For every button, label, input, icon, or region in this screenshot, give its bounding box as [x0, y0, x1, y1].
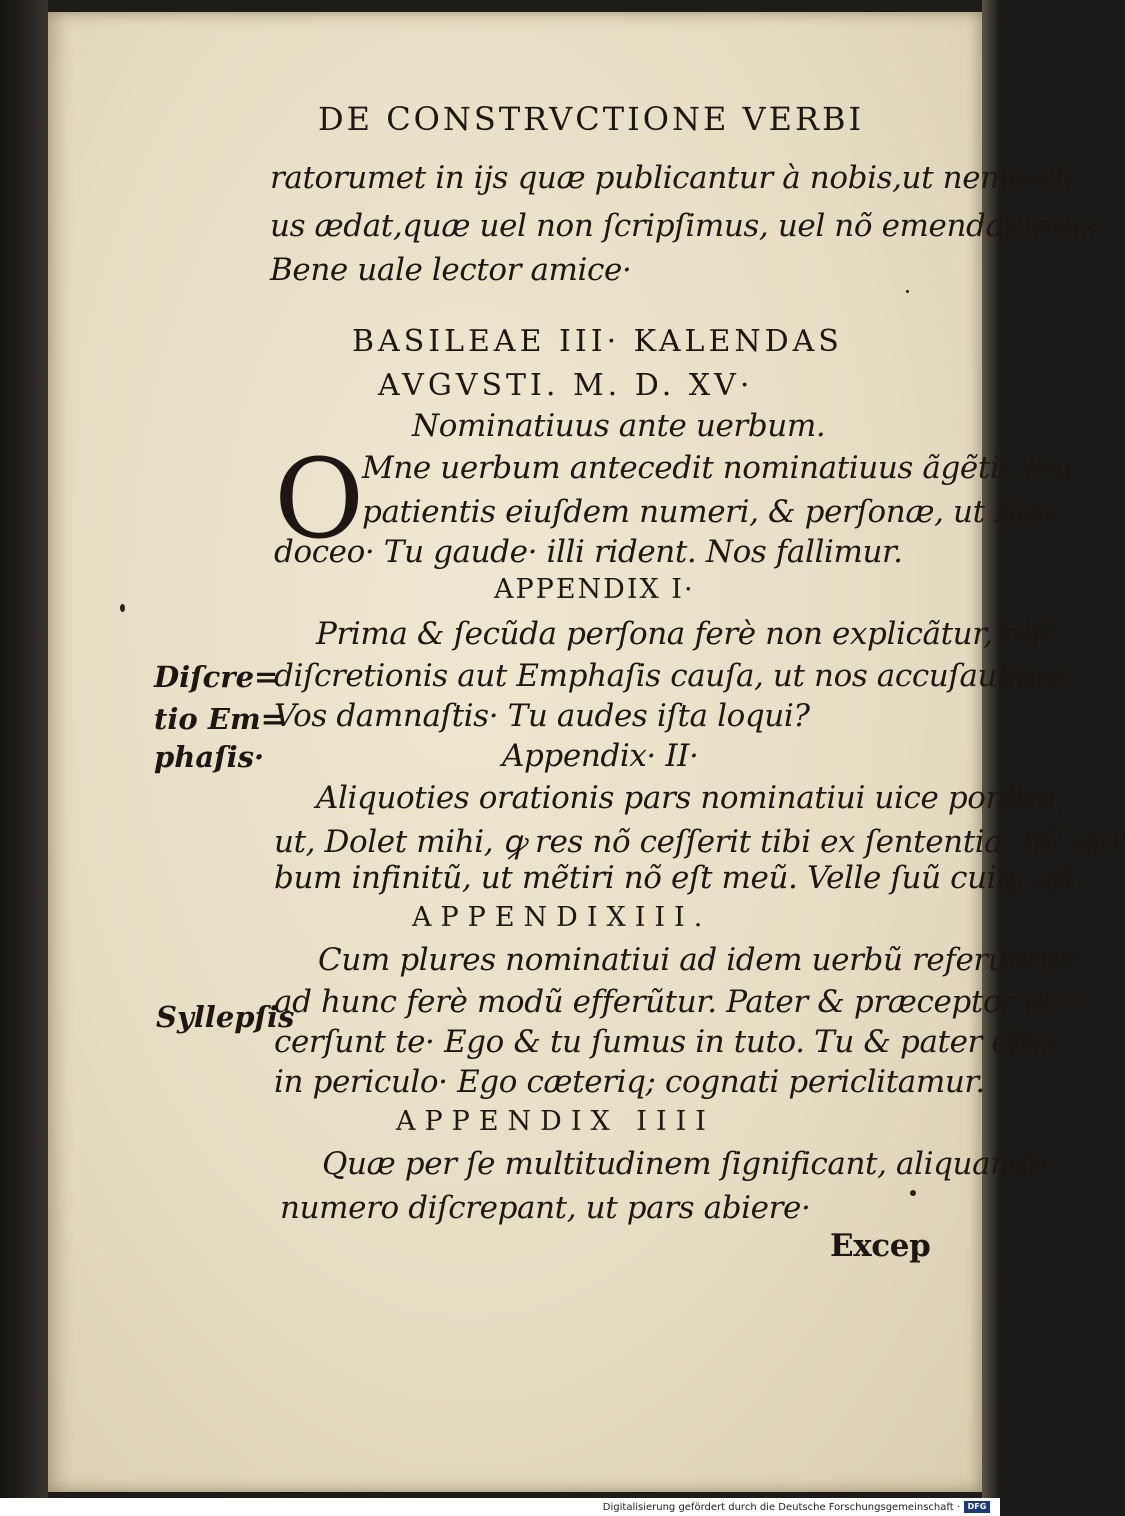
colophon-line: AVGVSTI. M. D. XV·: [378, 368, 754, 403]
ink-speck: [910, 1190, 916, 1196]
text-line: Quæ per ſe multitudinem ſignificant, aliquando: [322, 1146, 1048, 1182]
text-line: cerſunt te· Ego & tu ſumus in tuto. Tu & pater eſtis: [274, 1024, 1058, 1060]
colophon-line: BASILEAE III· KALENDAS: [352, 324, 843, 359]
text-line: ad hunc ferè modũ efferũtur. Pater & præceptor ac=: [274, 984, 1086, 1020]
text-line: ut, Dolet mihi, ꝙ res nõ ceſſerit tibi ex ſententia· Itẽ uer: [274, 824, 1125, 860]
text-line: diſcretionis aut Emphaſis cauſa, ut nos accuſauimus.: [274, 658, 1081, 694]
appendix-heading: APPENDIX IIII: [396, 1106, 715, 1137]
text-line: Mne uerbum antecedit nominatiuus ãgẽtis ſeu: [362, 450, 1073, 486]
running-title: DE CONSTRVCTIONE VERBI: [318, 100, 865, 138]
text-line: numero diſcrepant, ut pars abiere·: [280, 1190, 811, 1226]
ink-speck: [120, 604, 125, 612]
margin-note: tio Em=: [154, 702, 285, 736]
text-line: Prima & ſecũda perſona ferè non explicãtur, niſi: [316, 616, 1052, 652]
text-line: patientis eiuſdem numeri, & perſonæ, ut Ego: [362, 494, 1055, 530]
text-line: Bene uale lector amice·: [270, 252, 632, 288]
margin-note: Syllepſis: [156, 1000, 295, 1034]
footer-credit: Digitalisierung gefördert durch die Deutsche Forschungsgemeinschaft ·: [602, 1502, 960, 1513]
catchword: Excep: [830, 1228, 931, 1264]
appendix-heading: APPENDIXIII.: [412, 902, 712, 933]
section-title: Nominatiuus ante uerbum.: [412, 408, 826, 444]
text-line: doceo· Tu gaude· illi rident. Nos fallimur.: [274, 534, 903, 570]
appendix-heading: APPENDIX I·: [494, 574, 695, 605]
text-line: Cum plures nominatiui ad idem uerbũ referuntur,: [318, 942, 1080, 978]
book-binding-edge: [0, 0, 48, 1498]
margin-note: Diſcre=: [154, 660, 279, 694]
text-line: bum infinitũ, ut mẽtiri nõ eſt meũ. Velle ſuũ cuiq; eſt.: [274, 860, 1086, 896]
text-line: us ædat,quæ uel non ſcripſimus, uel nõ emendauimus·: [270, 208, 1107, 244]
dfg-logo: DFG: [964, 1501, 990, 1513]
text-line: in periculo· Ego cæteriq; cognati periclitamur.: [274, 1064, 985, 1100]
appendix-heading: Appendix· II·: [502, 738, 699, 774]
text-line: Vos damnaſtis· Tu audes iſta loqui?: [274, 698, 810, 734]
text-line: ratorumet in ijs quæ publicantur à nobis,ut nemo ali: [270, 160, 1074, 196]
text-line: Aliquoties orationis pars nominatiui uice ponitur,: [316, 780, 1067, 816]
drop-capital: O: [274, 435, 365, 563]
margin-note: phaſis·: [154, 740, 265, 774]
ink-speck: [906, 290, 909, 293]
